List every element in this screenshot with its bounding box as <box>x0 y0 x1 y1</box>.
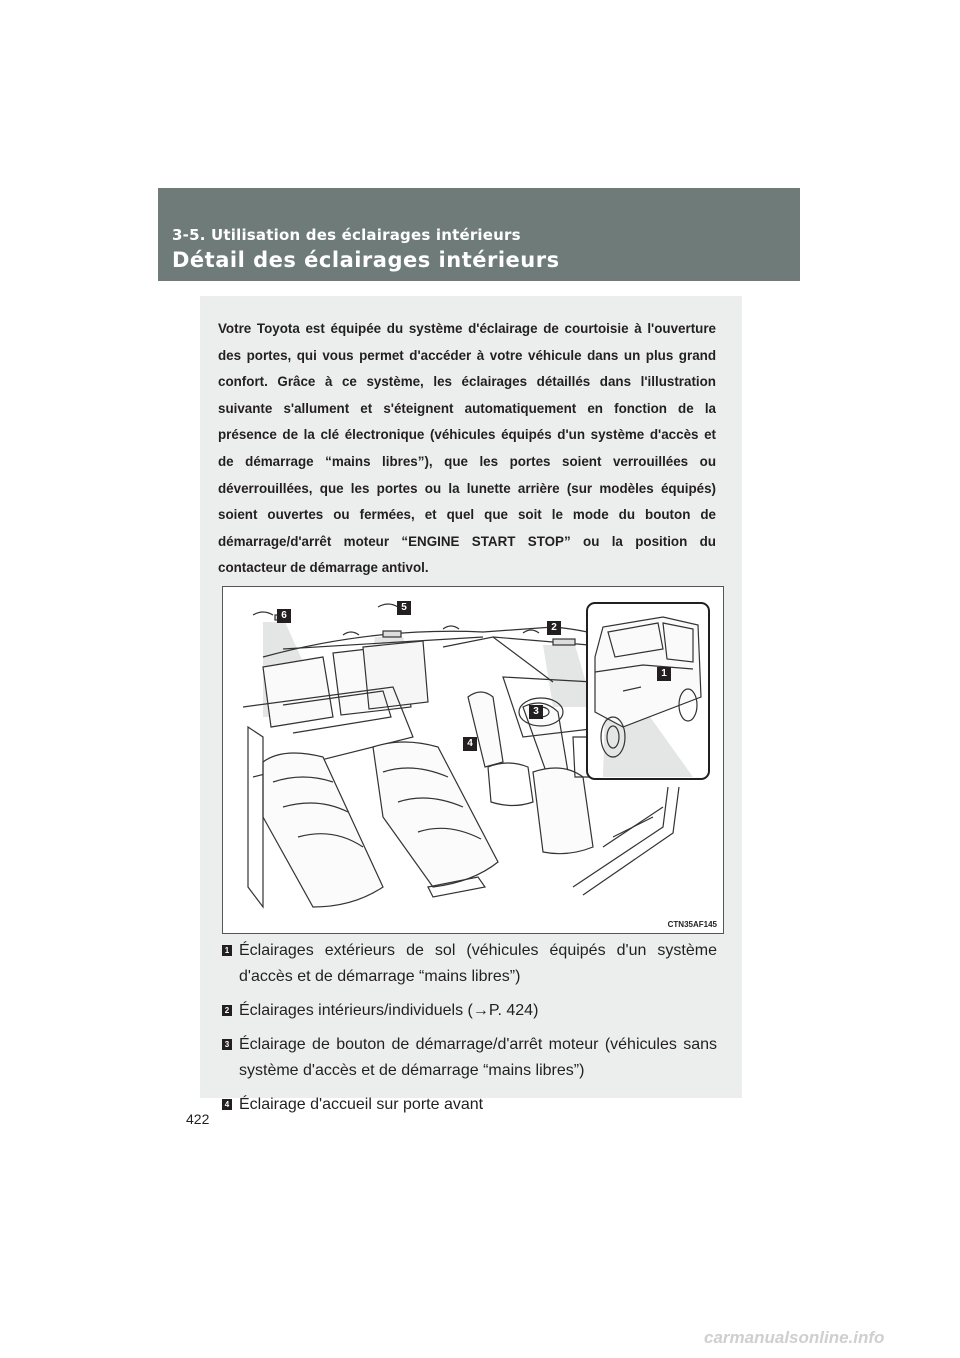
content-panel <box>200 296 742 1113</box>
figure-code: CTN35AF145 <box>667 920 717 929</box>
callout-6: 6 <box>277 609 291 623</box>
callout-5: 5 <box>397 601 411 615</box>
legend-text: Éclairages extérieurs de sol (véhicules équipés d'un système d'accès et de démarrage “mains libres”) <box>239 942 717 985</box>
callout-2: 2 <box>547 621 561 635</box>
legend-text: Éclairage de bouton de démarrage/d'arrêt moteur (véhicules sans système d'accès et de démarrage “mains libres”) <box>239 1036 717 1079</box>
legend-badge: 2 <box>222 1005 232 1016</box>
section-label: 3-5. Utilisation des éclairages intérieurs <box>172 226 521 244</box>
intro-paragraph: Votre Toyota est équipée du système d'éclairage de courtoisie à l'ouverture des portes, qui vous permet d'accéder à votre véhicule dans un plus grand confort. Grâce à ce système, les éclairages détaillés dans l'illustration suivante s'allument et s'éteignent automatiquement en fonction de la présence de la clé électronique (véhicules équipés d'un système d'accès et de démarrage “mains libres”), que les portes soient verrouillées ou déverrouillées, que les portes ou la lunette arrière (sur modèles équipés) soient ouvertes ou fermées, et quel que soit le mode du bouton de démarrage/d'arrêt moteur “ENGINE START STOP” ou la position du contacteur de démarrage antivol. <box>218 321 716 576</box>
legend-badge: 3 <box>222 1039 232 1050</box>
page-number: 422 <box>186 1111 210 1127</box>
page-title: Détail des éclairages intérieurs <box>172 248 560 272</box>
callout-4: 4 <box>463 737 477 751</box>
interior-lights-illustration <box>222 586 724 934</box>
chapter-header-band <box>158 188 800 281</box>
callout-1: 1 <box>657 667 671 681</box>
car-interior-drawing <box>223 587 723 933</box>
legend-badge: 4 <box>222 1099 232 1110</box>
legend-badge: 1 <box>222 945 232 956</box>
callout-3: 3 <box>529 705 543 719</box>
watermark-link[interactable]: carmanualsonline.info <box>704 1328 885 1347</box>
legend-text: Éclairages intérieurs/individuels (→P. 424) <box>239 1002 539 1019</box>
legend-text: Éclairage d'accueil sur porte avant <box>239 1096 484 1113</box>
